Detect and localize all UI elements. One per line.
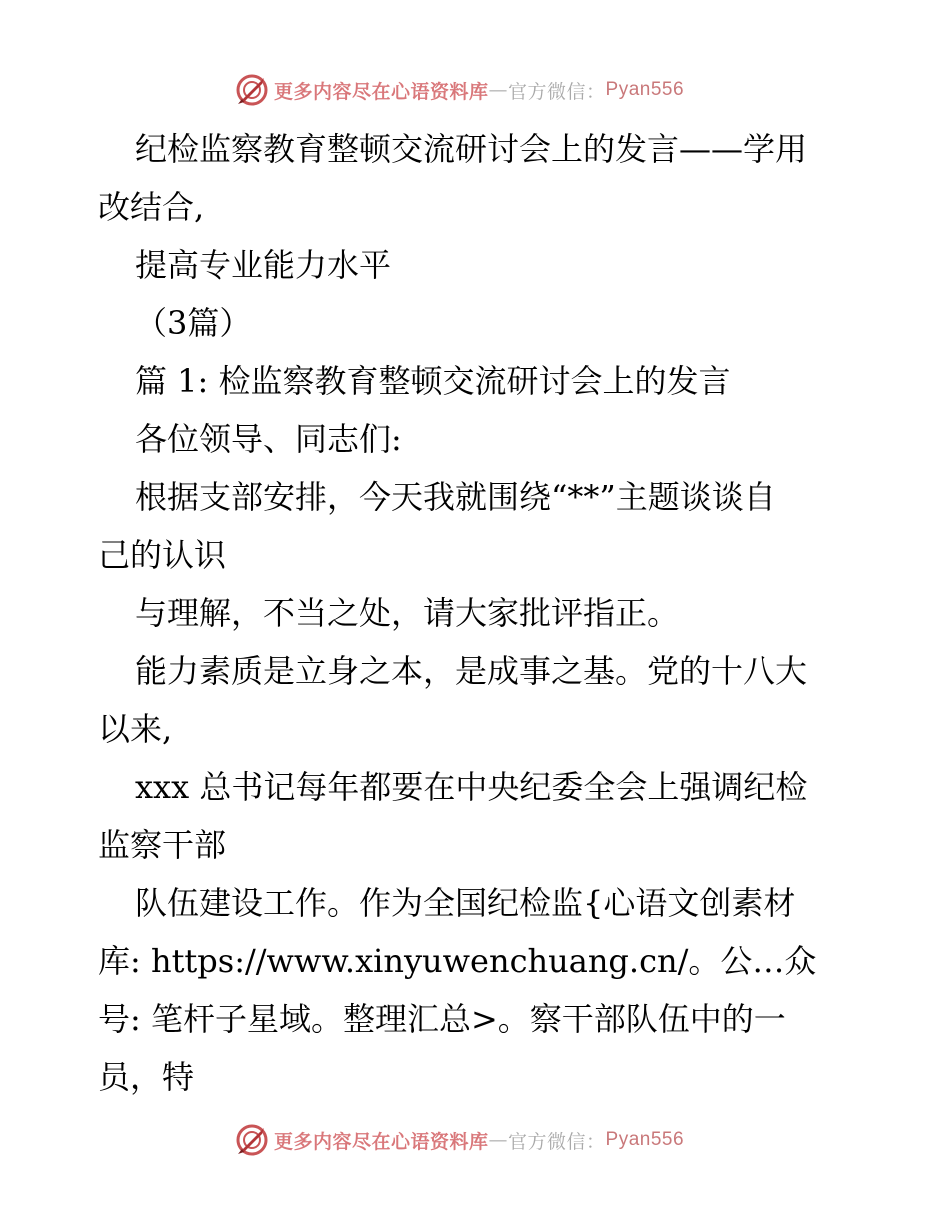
document-body (98, 120, 858, 1106)
title-line-1: 纪检监察教育整顿交流研讨会上的发言——学用 (135, 130, 808, 168)
watermark-dash: — (488, 1129, 509, 1151)
salutation: 各位领导、同志们: (135, 420, 402, 458)
watermark-banner-top (234, 70, 714, 110)
watermark-main-text: 更多内容尽在心语资料库 (274, 80, 489, 103)
paragraph-line: 以来, (98, 710, 173, 748)
watermark-wechat-label: 官方微信： (508, 1130, 606, 1153)
title-line-2: 改结合, (98, 188, 205, 226)
watermark-wechat-label: 官方微信： (508, 80, 606, 103)
paragraph-line: 与理解，不当之处，请大家批评指正。 (135, 594, 680, 632)
paragraph-line: xxx 总书记每年都要在中央纪委全会上强调纪检 (135, 768, 808, 806)
paragraph-line: 队伍建设工作。作为全国纪检监{心语文创素材 (135, 884, 796, 922)
watermark-wechat-id: Pyan556 (605, 1129, 685, 1150)
count-line: （3篇） (135, 304, 252, 342)
subtitle-line: 提高专业能力水平 (135, 246, 392, 284)
paragraph-line: 库: https://www.xinyuwenchuang.cn/。公…众 (98, 942, 817, 980)
pen-logo-icon (234, 72, 270, 108)
paragraph-line: 根据支部安排，今天我就围绕“**”主题谈谈自 (135, 478, 776, 516)
pen-logo-icon (234, 1122, 270, 1158)
watermark-wechat-id: Pyan556 (605, 79, 685, 100)
watermark-dash: — (488, 79, 509, 101)
watermark-main-text: 更多内容尽在心语资料库 (274, 1130, 489, 1153)
paragraph-line: 号: 笔杆子星域。整理汇总>。察干部队伍中的一 (98, 1000, 786, 1038)
paragraph-line: 员，特 (98, 1058, 195, 1096)
paragraph-line: 监察干部 (98, 826, 227, 864)
paragraph-line: 能力素质是立身之本，是成事之基。党的十八大 (135, 652, 808, 690)
paragraph-line: 己的认识 (98, 536, 227, 574)
watermark-banner-bottom (234, 1120, 714, 1160)
section-heading: 篇 1: 检监察教育整顿交流研讨会上的发言 (135, 362, 731, 400)
